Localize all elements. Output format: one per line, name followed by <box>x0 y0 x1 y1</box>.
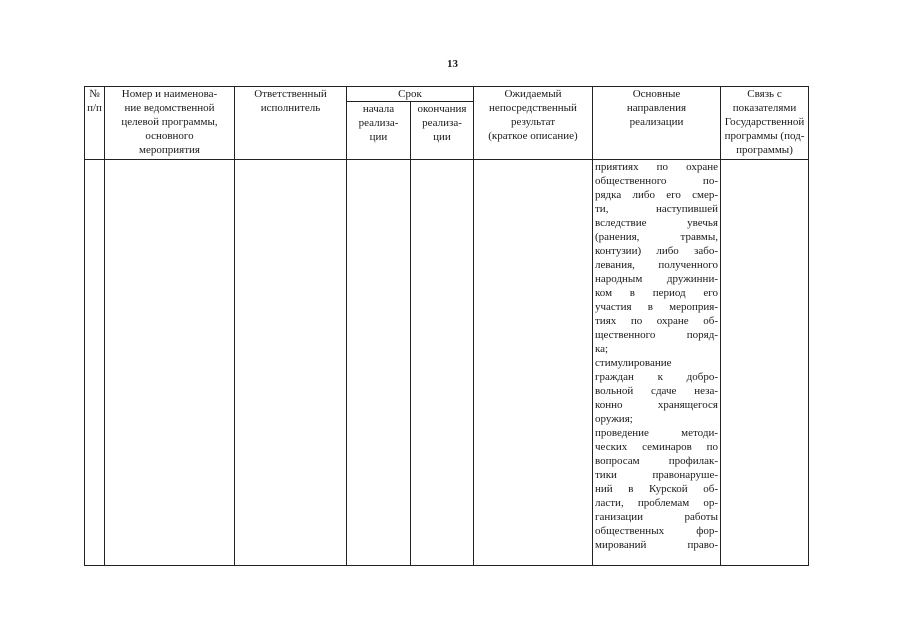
cell-end <box>411 160 474 566</box>
header-row-1 <box>85 87 809 102</box>
header-start: начала реализа- ции <box>347 102 411 160</box>
cell-result <box>474 160 593 566</box>
header-result: Ожидаемый непосредственный результат (краткое описание) <box>474 87 593 160</box>
cell-directions: приятиях по охране общественного по- рядка либо его смер- ти, наступившей вследствие увечья (ранения, травмы, контузии) либо забо- левания, полученного народным дружинни- ком в период его участия в мероприя- тиях по охране об- щественного поряд- ка; стимулирование граждан к добро- вольной сдаче неза- конно хранящегося оружия; проведение методи- ческих семинаров по вопросам профилак- тики правонаруше- ний в Курской об- ласти, проблемам ор- ганизации работы общественных фор- мирований право- <box>593 160 721 566</box>
page-number: 13 <box>447 58 458 70</box>
cell-program <box>105 160 235 566</box>
header-program: Номер и наименова- ние ведомственной целевой программы, основного мероприятия <box>105 87 235 160</box>
header-num: № п/п <box>85 87 105 160</box>
header-executor: Ответственный исполнитель <box>235 87 347 160</box>
cell-executor <box>235 160 347 566</box>
cell-num <box>85 160 105 566</box>
header-directions: Основные направления реализации <box>593 87 721 160</box>
table-row <box>85 160 809 566</box>
cell-start <box>347 160 411 566</box>
program-table <box>84 86 809 566</box>
cell-link <box>721 160 809 566</box>
header-term: Срок <box>347 87 474 102</box>
header-end: окончания реализа- ции <box>411 102 474 160</box>
header-link: Связь с показателями Государственной программы (под- программы) <box>721 87 809 160</box>
